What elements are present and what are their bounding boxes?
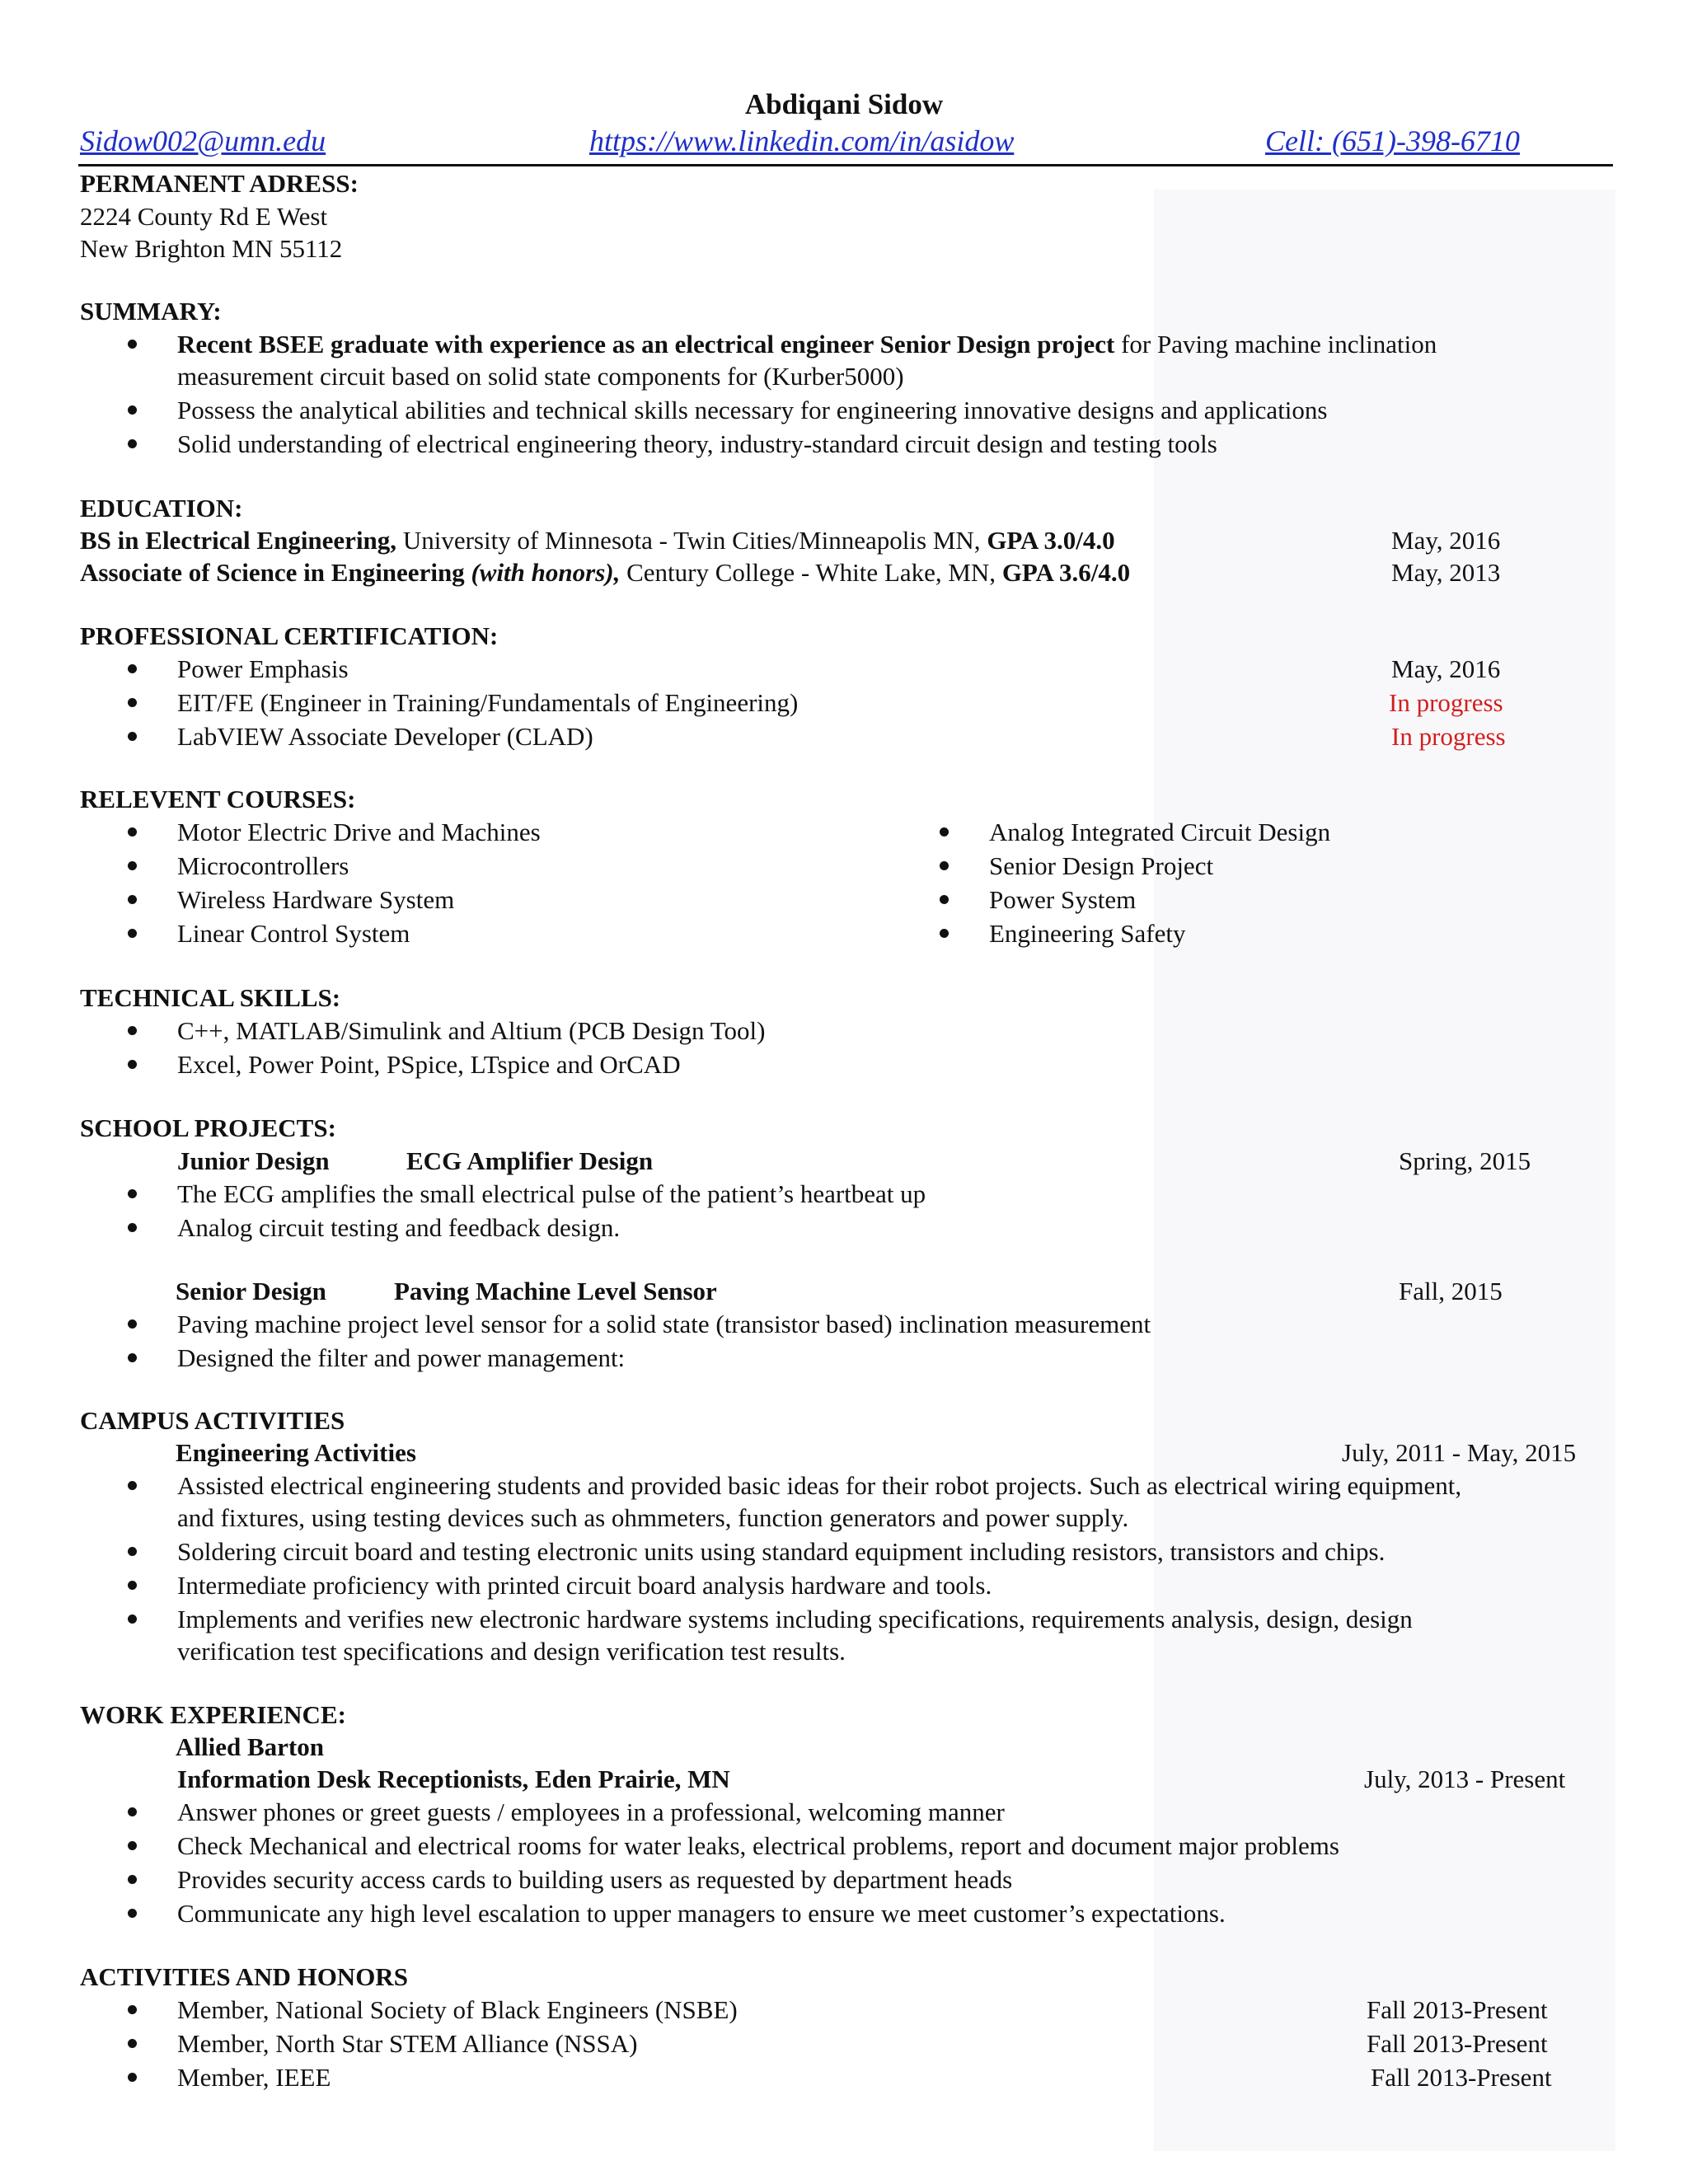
work-item: Communicate any high level escalation to upper managers to ensure we meet customer’s expectations. [177,1899,1226,1928]
bullet [128,405,137,415]
project-item: Analog circuit testing and feedback design. [177,1213,621,1242]
course-item: Engineering Safety [989,919,1186,948]
project-item: Designed the filter and power management: [177,1343,626,1372]
project-title: ECG Amplifier Design [406,1146,654,1175]
project-item: Paving machine project level sensor for a solid state (transistor based) inclination measurement [177,1310,1151,1338]
degree-name: BS in Electrical Engineering, [80,526,397,555]
summary-item: Solid understanding of electrical engineering theory, industry-standard circuit design and testing tools [177,429,1217,458]
campus-item-continued: verification test specifications and design verification test results. [177,1637,846,1666]
address-heading: PERMANENT ADRESS: [80,169,359,198]
bullet [128,1026,137,1035]
education-date: May, 2016 [1391,526,1501,555]
skill-item: Excel, Power Point, PSpice, LTspice and OrCAD [177,1050,681,1079]
work-item: Check Mechanical and electrical rooms for water leaks, electrical problems, report and document major problems [177,1831,1339,1860]
summary-heading: SUMMARY: [80,297,222,326]
honor-date: Fall 2013-Present [1367,1995,1548,2024]
campus-subheading: Engineering Activities [176,1438,416,1467]
campus-item: Implements and verifies new electronic hardware systems including specifications, requirements analysis, design, design [177,1605,1413,1633]
honor-item: Member, IEEE [177,2063,331,2092]
bullet [128,861,137,870]
bullet [128,664,137,673]
bullet [128,2073,137,2082]
bullet [128,340,137,349]
project-label: Junior Design [177,1146,330,1175]
course-item: Senior Design Project [989,851,1214,880]
campus-heading: CAMPUS ACTIVITIES [80,1406,345,1435]
honor-date: Fall 2013-Present [1371,2063,1552,2092]
degree-honors: (with honors), [471,558,621,587]
bullet [128,929,137,938]
certification-item: EIT/FE (Engineer in Training/Fundamentals of Engineering) [177,688,799,717]
project-date: Fall, 2015 [1399,1277,1503,1305]
summary-item [177,328,1437,361]
bullet [128,2039,137,2048]
bullet [940,929,949,938]
work-date: July, 2013 - Present [1364,1765,1566,1793]
certification-status: In progress [1391,722,1506,751]
work-item: Answer phones or greet guests / employees in a professional, welcoming manner [177,1797,1005,1826]
work-heading: WORK EXPERIENCE: [80,1700,346,1729]
bullet [128,1909,137,1918]
degree-gpa: GPA 3.6/4.0 [1001,558,1131,587]
course-item: Power System [989,885,1137,914]
projects-heading: SCHOOL PROJECTS: [80,1113,336,1142]
bullet [128,895,137,904]
bullet [128,698,137,707]
project-item: The ECG amplifies the small electrical pulse of the patient’s heartbeat up [177,1179,926,1208]
bullet [128,1060,137,1069]
certification-status: May, 2016 [1391,654,1501,683]
linkedin-link[interactable]: https://www.linkedin.com/in/asidow [589,124,1015,157]
bullet [128,827,137,837]
header-divider [78,164,1613,166]
email-link[interactable]: Sidow002@umn.edu [80,124,326,157]
project-label: Senior Design [176,1277,326,1305]
certification-item: LabVIEW Associate Developer (CLAD) [177,722,593,751]
degree-school: University of Minnesota - Twin Cities/Minneapolis MN, [396,526,987,555]
campus-item-continued: and fixtures, using testing devices such as ohmmeters, function generators and power supply. [177,1503,1129,1532]
campus-date: July, 2011 - May, 2015 [1342,1438,1577,1467]
course-item: Analog Integrated Circuit Design [989,818,1331,846]
address-line: New Brighton MN 55112 [80,234,343,263]
bullet [128,1875,137,1884]
summary-item-emphasis: Recent BSEE graduate with experience as an electrical engineer Senior Design project [177,330,1115,359]
campus-item: Soldering circuit board and testing electronic units using standard equipment including resistors, transistors and chips. [177,1537,1386,1566]
candidate-name: Abdiqani Sidow [744,88,944,120]
education-date: May, 2013 [1391,558,1501,587]
course-item: Wireless Hardware System [177,885,455,914]
bullet [128,1615,137,1624]
courses-heading: RELEVENT COURSES: [80,785,356,813]
bullet [128,1481,137,1490]
degree-school: Century College - White Lake, MN, [620,558,1002,587]
bullet [940,861,949,870]
honor-item: Member, National Society of Black Engineers (NSBE) [177,1995,738,2024]
summary-item: Possess the analytical abilities and technical skills necessary for engineering innovative designs and applications [177,396,1328,424]
bullet [128,1223,137,1232]
bullet [128,1547,137,1556]
bullet [940,827,949,837]
certification-item: Power Emphasis [177,654,349,683]
bullet [128,1841,137,1850]
bullet [128,1581,137,1590]
honors-heading: ACTIVITIES AND HONORS [80,1962,408,1991]
bullet [128,732,137,741]
certification-heading: PROFESSIONAL CERTIFICATION: [80,621,499,650]
skills-heading: TECHNICAL SKILLS: [80,983,341,1012]
summary-item-text: for Paving machine inclination [1114,330,1437,359]
project-date: Spring, 2015 [1399,1146,1531,1175]
certification-status: In progress [1389,688,1503,717]
summary-item-continued: measurement circuit based on solid state components for (Kurber5000) [177,362,904,391]
bullet [128,1807,137,1816]
address-line: 2224 County Rd E West [80,202,328,231]
course-item: Microcontrollers [177,851,349,880]
degree-name: Associate of Science in Engineering [80,558,471,587]
course-item: Motor Electric Drive and Machines [177,818,541,846]
bullet [128,1353,137,1362]
project-title: Paving Machine Level Sensor [394,1277,717,1305]
work-item: Provides security access cards to building users as requested by department heads [177,1865,1013,1894]
bullet [128,1189,137,1198]
bullet [128,2005,137,2014]
honor-item: Member, North Star STEM Alliance (NSSA) [177,2029,638,2058]
degree-gpa: GPA 3.0/4.0 [987,526,1115,555]
course-item: Linear Control System [177,919,410,948]
campus-item: Intermediate proficiency with printed circuit board analysis hardware and tools. [177,1571,992,1600]
campus-item: Assisted electrical engineering students and provided basic ideas for their robot projects. Such as electrical wiring equipment, [177,1471,1462,1500]
phone-link[interactable]: Cell: (651)-398-6710 [1265,124,1520,157]
education-degree [80,524,1115,557]
skill-item: C++, MATLAB/Simulink and Altium (PCB Design Tool) [177,1016,766,1045]
bullet [128,439,137,448]
education-degree [80,556,1130,589]
education-heading: EDUCATION: [80,494,243,523]
bullet [940,895,949,904]
bullet [128,1319,137,1329]
work-company: Allied Barton [176,1732,324,1761]
honor-date: Fall 2013-Present [1367,2029,1548,2058]
work-role: Information Desk Receptionists, Eden Prairie, MN [177,1765,730,1793]
